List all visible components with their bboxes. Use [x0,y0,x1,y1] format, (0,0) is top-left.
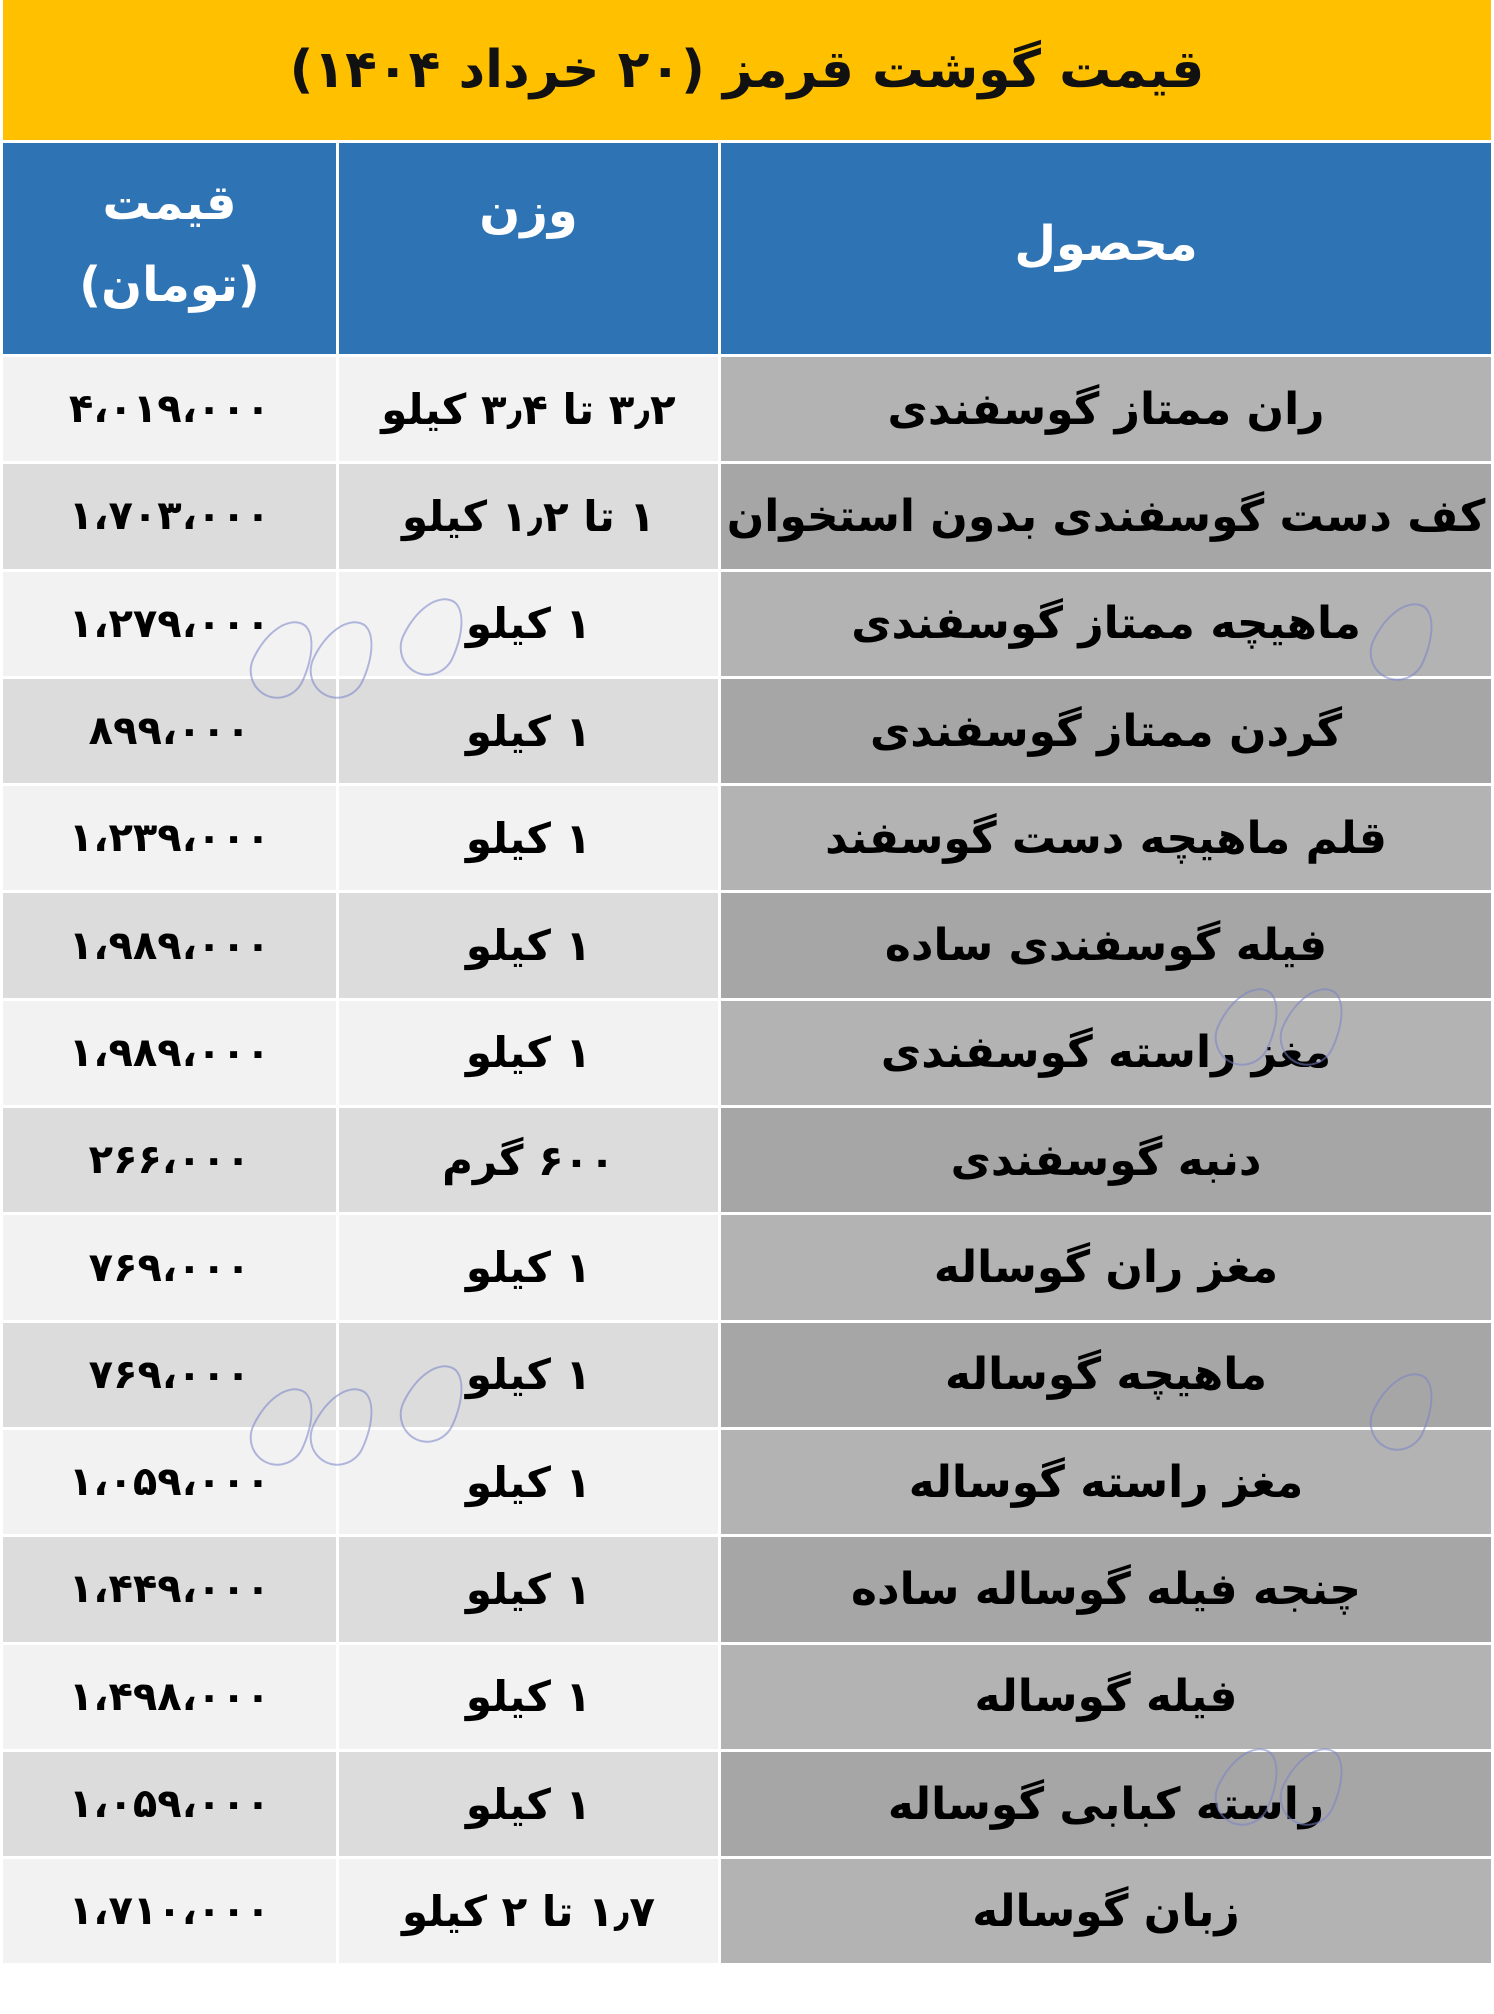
product-cell: مغز راسته گوساله [721,1430,1491,1534]
price-cell: ۱،۲۳۹،۰۰۰ [3,786,336,890]
weight-cell: ۱ تا ۱٫۲ کیلو [336,464,721,568]
price-cell: ۱،۴۴۹،۰۰۰ [3,1537,336,1641]
weight-cell: ۱ کیلو [336,1323,721,1427]
weight-cell: ۱ کیلو [336,1537,721,1641]
weight-cell: ۱ کیلو [336,1645,721,1749]
price-cell: ۷۶۹،۰۰۰ [3,1323,336,1427]
product-cell: گردن ممتاز گوسفندی [721,679,1491,783]
price-cell: ۱،۴۹۸،۰۰۰ [3,1645,336,1749]
header-product: محصول [721,143,1491,354]
weight-cell: ۱ کیلو [336,1215,721,1319]
weight-cell: ۱ کیلو [336,1752,721,1856]
price-cell: ۴،۰۱۹،۰۰۰ [3,357,336,461]
weight-cell: ۱ کیلو [336,1001,721,1105]
table-row [3,1752,1491,1859]
price-cell: ۱،۷۰۳،۰۰۰ [3,464,336,568]
product-cell: چنجه فیله گوساله ساده [721,1537,1491,1641]
product-cell: ماهیچه گوساله [721,1323,1491,1427]
header-weight: وزن [336,143,721,354]
table-row [3,893,1491,1000]
product-cell: فیله گوسفندی ساده [721,893,1491,997]
product-cell: مغز راسته گوسفندی [721,1001,1491,1105]
table-row [3,1108,1491,1215]
page-title: قیمت گوشت قرمز (۲۰ خرداد ۱۴۰۴) [3,0,1491,140]
product-cell: زبان گوساله [721,1859,1491,1963]
table-row [3,679,1491,786]
table-row [3,1537,1491,1644]
weight-cell: ۳٫۲ تا ۳٫۴ کیلو [336,357,721,461]
weight-cell: ۱ کیلو [336,1430,721,1534]
product-cell: راسته کبابی گوساله [721,1752,1491,1856]
table-header-row [3,143,1491,357]
price-table [3,143,1491,1966]
product-cell: دنبه گوسفندی [721,1108,1491,1212]
price-cell: ۱،۹۸۹،۰۰۰ [3,1001,336,1105]
product-cell: کف دست گوسفندی بدون استخوان [721,464,1491,568]
weight-cell: ۱ کیلو [336,679,721,783]
table-row [3,1215,1491,1322]
weight-cell: ۶۰۰ گرم [336,1108,721,1212]
weight-cell: ۱ کیلو [336,893,721,997]
table-row [3,357,1491,464]
product-cell: ماهیچه ممتاز گوسفندی [721,572,1491,676]
header-price-unit: (تومان) [79,256,260,313]
weight-cell: ۱ کیلو [336,786,721,890]
table-row [3,1859,1491,1966]
price-cell: ۱،۲۷۹،۰۰۰ [3,572,336,676]
price-cell: ۲۶۶،۰۰۰ [3,1108,336,1212]
product-cell: قلم ماهیچه دست گوسفند [721,786,1491,890]
price-cell: ۸۹۹،۰۰۰ [3,679,336,783]
weight-cell: ۱٫۷ تا ۲ کیلو [336,1859,721,1963]
table-row [3,1323,1491,1430]
product-cell: مغز ران گوساله [721,1215,1491,1319]
price-cell: ۷۶۹،۰۰۰ [3,1215,336,1319]
table-row [3,572,1491,679]
price-cell: ۱،۰۵۹،۰۰۰ [3,1752,336,1856]
price-cell: ۱،۰۵۹،۰۰۰ [3,1430,336,1534]
product-cell: فیله گوساله [721,1645,1491,1749]
header-price-label: قیمت [102,174,237,231]
table-row [3,1645,1491,1752]
weight-cell: ۱ کیلو [336,572,721,676]
header-price [3,143,336,354]
table-row [3,1001,1491,1108]
table-row [3,786,1491,893]
table-row [3,1430,1491,1537]
price-cell: ۱،۷۱۰،۰۰۰ [3,1859,336,1963]
table-row [3,464,1491,571]
product-cell: ران ممتاز گوسفندی [721,357,1491,461]
price-cell: ۱،۹۸۹،۰۰۰ [3,893,336,997]
